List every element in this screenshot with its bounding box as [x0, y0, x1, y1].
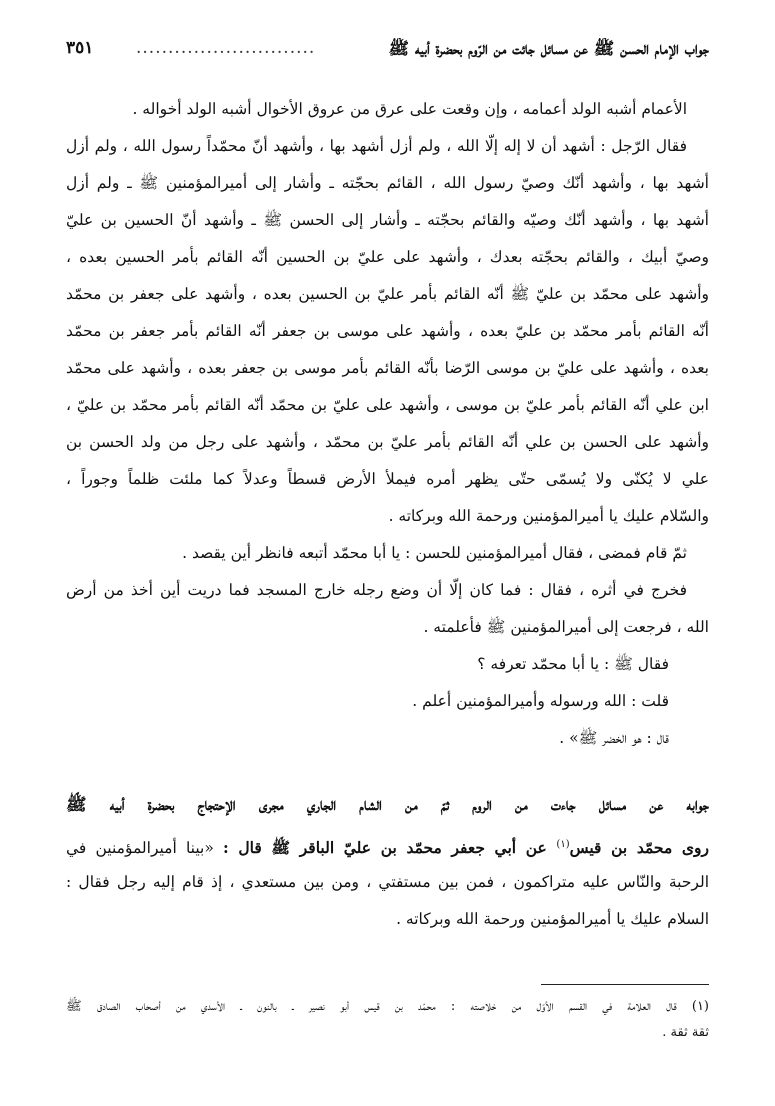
- paragraph-line: وأشهد على الحسن بن علي أنّه القائم بأمر عليّ بن محمّد ، وأشهد على رجل من ولد الحسن بن: [66, 433, 709, 451]
- paragraph-line: الأعمام أشبه الولد أعمامه ، وإن وقعت على عرق من عروق الأخوال أشبه الولد أخواله .: [132, 100, 687, 118]
- page-number: ٣٥١: [66, 38, 94, 58]
- narration-line: السلام عليك يا أميرالمؤمنين ورحمة الله وبركاته .: [396, 910, 709, 928]
- running-title: جواب الإمام الحسن ﷺ عن مسائل جائت من الرّوم بحضرة أبيه ﷺ: [388, 39, 709, 59]
- paragraph-line: وأشهد على محمّد بن عليّ ﷺ أنّه القائم بأمر عليّ بن الحسين بعده ، وأشهد على جعفر بن محمّد: [66, 285, 709, 303]
- paragraph-line: بعده ، وأشهد على عليّ بن موسى الرّضا بأنّه القائم بأمر موسى بن جعفر بعده ، وأشهد على محمّد: [66, 359, 709, 377]
- main-text: [66, 92, 709, 939]
- paragraph-line: أشهد بها ، وأشهد أنّك وصيّه والقائم بحجّته ـ وأشار إلى الحسن ﷺ ـ وأشهد أنّ الحسين بن عليّ: [66, 211, 709, 229]
- narrator-name: روى محمّد بن قيس: [569, 838, 709, 858]
- paragraph-line: ثمّ قام فمضى ، فقال أميرالمؤمنين للحسن : يا أبا محمّد أتبعه فانظر أين يقصد .: [182, 544, 687, 562]
- paragraph-line: وصيّ أبيك ، والقائم بحجّته بعدك ، وأشهد على عليّ بن الحسين أنّه القائم بأمر الحسين بعده ،: [66, 248, 709, 266]
- leader-dots: ............................: [136, 38, 316, 58]
- section-gap: [66, 758, 709, 786]
- footnote-line: (١) قال العلامة في القسم الأوّل من خلاصته : محمّد بن قيس أبو نصير ـ بالنون ـ الأسدي من أصحاب الصادق ﷺ: [66, 999, 709, 1014]
- paragraph-line: أشهد بها ، وأشهد أنّك وصيّ رسول الله ، القائم بحجّته ـ وأشار إلى أميرالمؤمنين ﷺ ـ ولم أزل: [66, 174, 709, 192]
- dialogue-line: قال : هو الخضر ﷺ» .: [559, 729, 669, 747]
- paragraph-line: الله ، فرجعت إلى أميرالمؤمنين ﷺ فأعلمته .: [423, 618, 709, 636]
- paragraph-line: علي لا يُكنّى ولا يُسمّى حتّى يظهر أمره فيملأ الأرض قسطاً وعدلاً كما ملئت ظلماً وجوراً ،: [66, 470, 709, 488]
- footnote-separator: [541, 984, 709, 985]
- narration-text: «بينا أميرالمؤمنين في: [66, 839, 214, 858]
- paragraph-line: فقال الرّجل : أشهد أن لا إله إلّا الله ، ولم أزل أشهد بها ، وأشهد أنّ محمّداً رسول الله ، ولم أزل: [66, 137, 687, 155]
- chain-of-narration: عن أبي جعفر محمّد بن عليّ الباقر ﷺ قال :: [223, 838, 557, 858]
- footnote-marker: (١): [556, 839, 570, 850]
- section-heading: جوابه عن مسائل جاءت من الروم ثمّ من الشام الجاري مجرى الإحتجاج بحضرة أبيه ﷺ: [66, 795, 709, 815]
- narration-line: الرحبة والنّاس عليه متراكمون ، فمن بين مستفتي ، ومن بين مستعدي ، إذ قام إليه رجل فقال :: [66, 873, 709, 891]
- footnote: [66, 994, 709, 1046]
- paragraph-line: فخرج في أثره ، فقال : فما كان إلّا أن وضع رجله خارج المسجد فما دريت أين أخذ من أرض: [66, 581, 687, 599]
- paragraph-line: والسّلام عليك يا أميرالمؤمنين ورحمة الله وبركاته .: [388, 507, 709, 525]
- footnote-line: ثقة ثقة .: [662, 1025, 709, 1040]
- dialogue-line: فقال ﷺ : يا أبا محمّد تعرفه ؟: [477, 655, 669, 673]
- page-header: [66, 38, 709, 68]
- paragraph-line: ابن علي أنّه القائم بأمر عليّ بن موسى ، وأشهد على عليّ بن محمّد أنّه القائم بأمر محمّد بن عليّ ،: [66, 396, 709, 414]
- narration-line: [66, 828, 709, 865]
- paragraph-line: أنّه القائم بأمر محمّد بن عليّ بعده ، وأشهد على موسى بن جعفر أنّه القائم بأمر جعفر بن محمّد: [66, 322, 709, 340]
- dialogue-line: قلت : الله ورسوله وأميرالمؤمنين أعلم .: [412, 692, 669, 710]
